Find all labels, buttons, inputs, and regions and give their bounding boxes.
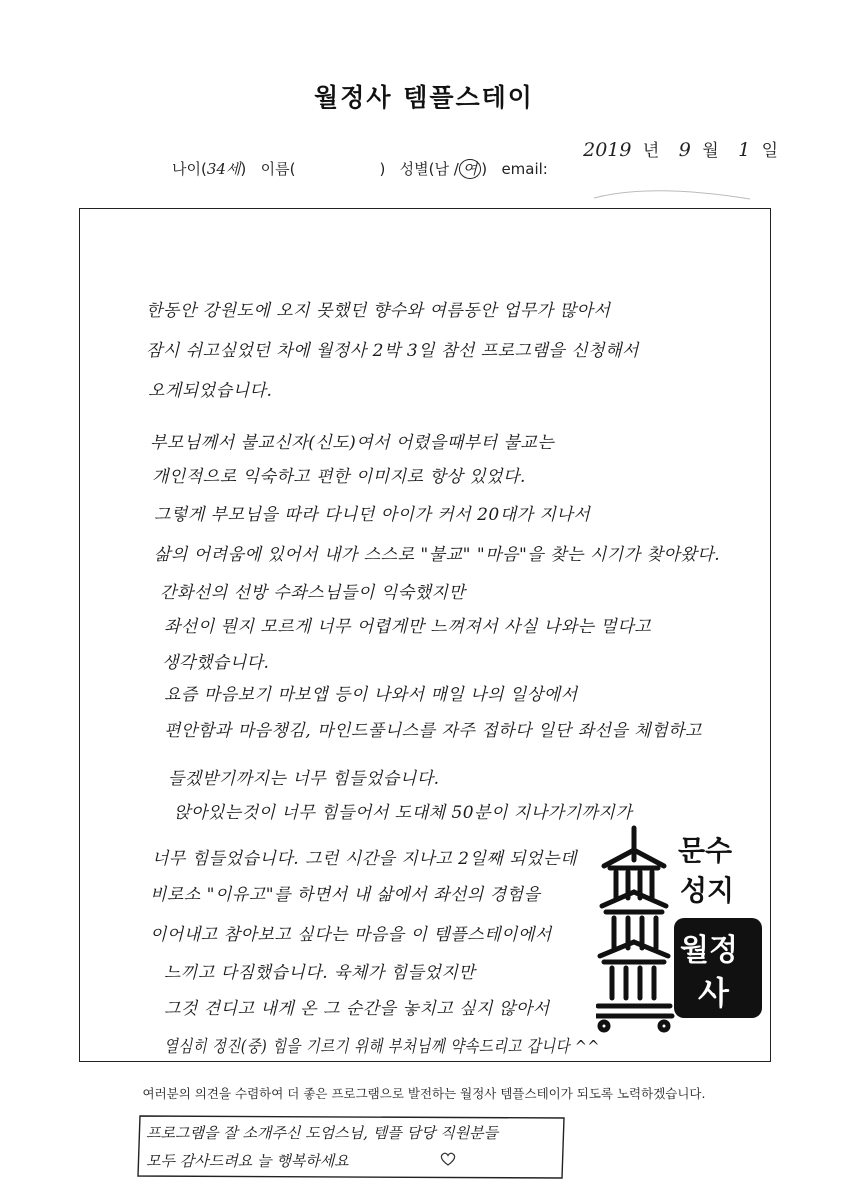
letter-line: 들겠받기까지는 너무 힘들었습니다. bbox=[168, 769, 440, 789]
letter-line: 그렇게 부모님을 따라 다니던 아이가 커서 20대가 지나서 bbox=[154, 505, 591, 525]
letter-line: 너무 힘들었습니다. 그런 시간을 지나고 2일째 되었는데 bbox=[152, 849, 577, 869]
letter-line: 한동안 강원도에 오지 못했던 향수와 여름동안 업무가 많아서 bbox=[146, 301, 611, 321]
age-label-open: 나이( bbox=[172, 160, 207, 178]
name-label-close: ) bbox=[379, 160, 386, 178]
pagoda-icon bbox=[596, 828, 672, 1030]
seal-line-2: 성지 bbox=[680, 874, 735, 907]
letter-line: 삶의 어려움에 있어서 내가 스스로 "불교" "마음"을 찾는 시기가 찾아왔다. bbox=[154, 545, 721, 565]
letter-line: 편안함과 마음챙김, 마인드풀니스를 자주 접하다 일단 좌선을 체험하고 bbox=[164, 721, 702, 741]
date-field bbox=[583, 136, 778, 161]
letter-line: 그것 견디고 내게 온 그 순간을 놓치고 싶지 않아서 bbox=[164, 999, 550, 1019]
letter-line: 오게되었습니다. bbox=[148, 381, 273, 401]
letter-line: 잠시 쉬고싶었던 차에 월정사 2박 3일 참선 프로그램을 신청해서 bbox=[146, 341, 639, 361]
letter-line: 부모님께서 불교신자(신도)여서 어렸을때부터 불교는 bbox=[150, 433, 555, 453]
gender-label-close: ) bbox=[481, 160, 488, 178]
letter-line: 앉아있는것이 너무 힘들어서 도대체 50분이 지나가기까지가 bbox=[174, 803, 633, 823]
date-day: 1 bbox=[738, 139, 751, 161]
seal-line-4: 사 bbox=[698, 974, 729, 1012]
date-month: 9 bbox=[678, 139, 691, 161]
gender-label-open: 성별(남 / bbox=[399, 160, 459, 178]
seal-line-3: 월정 bbox=[680, 933, 738, 968]
letter-line: 느끼고 다짐했습니다. 육체가 힘들었지만 bbox=[164, 963, 476, 983]
letter-line: 간화선의 선방 수좌스님들이 익숙했지만 bbox=[160, 583, 466, 603]
email-redaction-mark bbox=[592, 184, 752, 202]
name-label-open: 이름( bbox=[260, 160, 296, 178]
date-month-unit: 월 bbox=[702, 141, 719, 161]
date-year: 2019 bbox=[583, 139, 632, 161]
date-year-unit: 년 bbox=[642, 141, 660, 161]
age-label-close: ) bbox=[240, 160, 247, 178]
letter-line: 요즘 마음보기 마보앱 등이 나와서 매일 나의 일상에서 bbox=[164, 685, 578, 705]
letter-line: 좌선이 뭔지 모르게 너무 어렵게만 느껴져서 사실 나와는 멀다고 bbox=[164, 617, 652, 637]
heart-icon bbox=[440, 1152, 456, 1166]
comment-line-2: 모두 감사드려요 늘 행복하세요 bbox=[146, 1152, 349, 1170]
letter-line: 생각했습니다. bbox=[162, 653, 270, 673]
temple-seal-stamp bbox=[596, 820, 766, 1034]
footer-notice: 여러분의 의견을 수렴하여 더 좋은 프로그램으로 발전하는 월정사 템플스테이가 되도록 노력하겠습니다. bbox=[142, 1086, 706, 1101]
page-title: 월정사 템플스테이 bbox=[314, 83, 534, 112]
gender-selected: 여 bbox=[459, 159, 482, 179]
seal-line-1: 문수 bbox=[678, 834, 733, 867]
letter-line: 개인적으로 익숙하고 편한 이미지로 항상 있었다. bbox=[152, 467, 526, 487]
age-value: 34세 bbox=[206, 160, 241, 178]
letter-line: 비로소 "이유고"를 하면서 내 삶에서 좌선의 경험을 bbox=[150, 885, 541, 905]
letter-line: 이어내고 참아보고 싶다는 마음을 이 템플스테이에서 bbox=[150, 925, 552, 945]
letter-line: 열심히 정진(중) 힘을 기르기 위해 부처님께 약속드리고 갑니다 ^^ bbox=[164, 1037, 600, 1057]
email-label: email: bbox=[501, 160, 548, 178]
personal-info-row bbox=[172, 158, 548, 179]
date-day-unit: 일 bbox=[761, 141, 778, 161]
comment-line-1: 프로그램을 잘 소개주신 도엄스님, 템플 담당 직원분들 bbox=[146, 1124, 499, 1142]
